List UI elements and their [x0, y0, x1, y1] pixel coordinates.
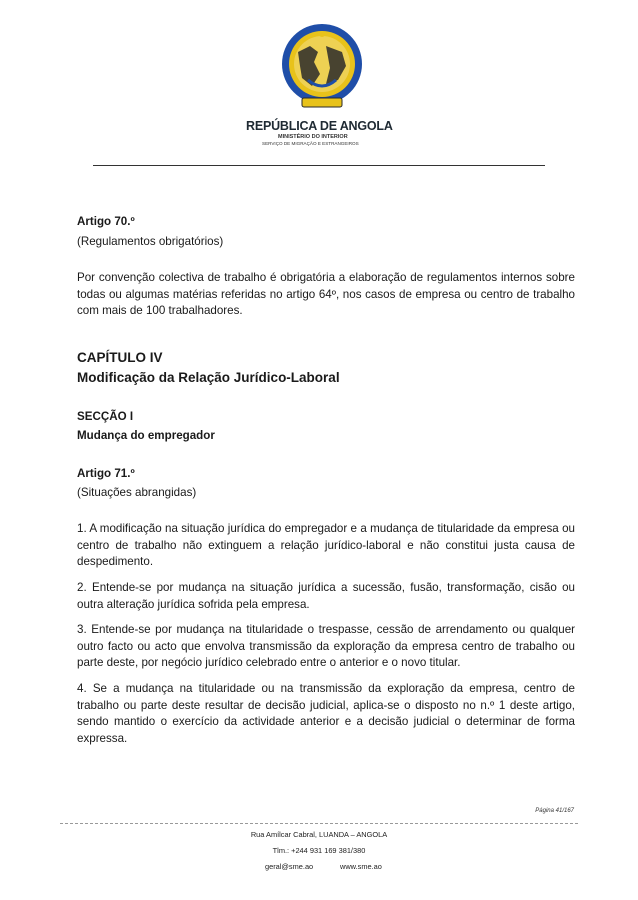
page-number: Página 41/167: [535, 808, 574, 814]
ministry-label: MINISTÉRIO DO INTERIOR: [278, 134, 348, 140]
service-label: SERVIÇO DE MIGRAÇÃO E ESTRANGEIROS: [262, 141, 359, 146]
article-70-subtitle: (Regulamentos obrigatórios): [77, 235, 224, 248]
article-71-paragraph-3: 3. Entende-se por mudança na titularidade o trespasse, cessão de arrendamento ou qualquer outro facto ou acto que envolva transmissão da exploração da empresa centro de trabalho ou parte deste, por negócio jurídico celebrado entre o anterior e o novo titular.: [77, 623, 575, 669]
article-71-title: Artigo 71.º: [77, 467, 135, 480]
article-71-paragraph-4: 4. Se a mudança na titularidade ou na transmissão da exploração da empresa, centro de trabalho ou parte deste resultar de decisão judicial, aplica-se o disposto no n.º 1 deste artigo, sendo mantido o exercício da actividade anterior e a decisão judicial o determinar de forma expressa.: [77, 682, 575, 745]
article-70-body: Por convenção colectiva de trabalho é obrigatória a elaboração de regulamentos internos sobre todas ou algumas matérias referidas no artigo 64º, nos casos de empresa ou centro de trabalho com mais de 100 trabalhadores.: [77, 271, 575, 317]
footer-email: geral@sme.ao: [265, 862, 314, 871]
article-71-paragraph-2: 2. Entende-se por mudança na situação jurídica a sucessão, fusão, transformação, cisão ou outra alteração jurídica sofrida pela empresa.: [77, 581, 575, 611]
footer-divider: [60, 823, 578, 824]
article-70-title: Artigo 70.º: [77, 215, 135, 228]
footer-phone: Tlm.: +244 931 169 381/380: [272, 846, 366, 855]
chapter-label: CAPÍTULO IV: [77, 350, 163, 365]
article-71-subtitle: (Situações abrangidas): [77, 486, 197, 499]
article-71-paragraph-1: 1. A modificação na situação jurídica do empregador e a mudança de titularidade da empresa ou centro de trabalho não extinguem a relação jurídico-laboral e não constitui justa causa de despedimento.: [77, 522, 575, 568]
section-label: SECÇÃO I: [77, 410, 134, 423]
section-title: Mudança do empregador: [77, 429, 215, 442]
footer-address: Rua Amílcar Cabral, LUANDA – ANGOLA: [250, 830, 388, 839]
header-divider: [93, 165, 545, 166]
angola-emblem-logo: [280, 22, 364, 110]
chapter-title: Modificação da Relação Jurídico-Laboral: [77, 370, 340, 385]
footer-website: www.sme.ao: [340, 862, 382, 871]
republic-title: REPÚBLICA DE ANGOLA: [246, 119, 393, 133]
